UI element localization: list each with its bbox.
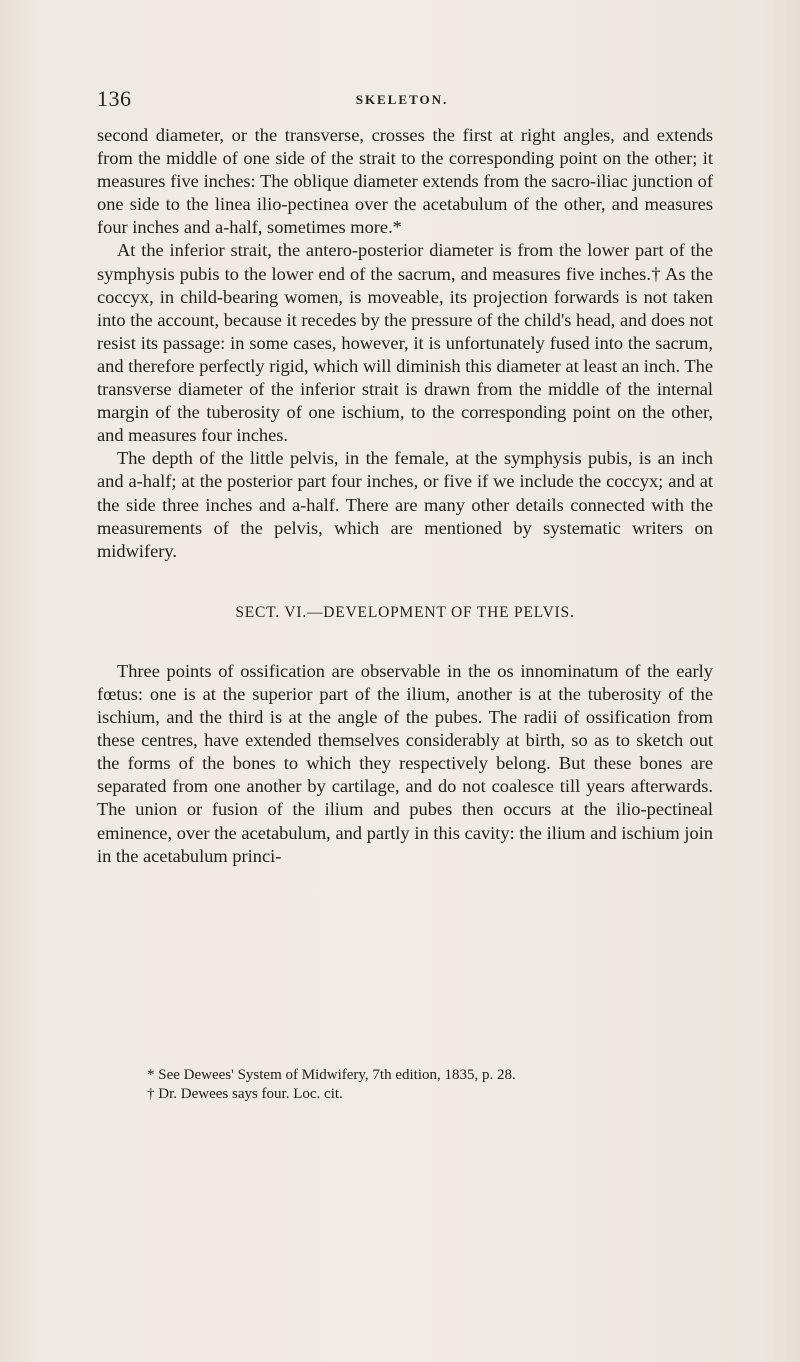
paragraph-pelvis-depth: The depth of the little pelvis, in the female, at the symphysis pubis, is an inch and a-half; at the posterior part four inches, or five if we include the coccyx; and at the side three inches and a-half. There are many other details connected with the measurements of the pelvis, which are mentioned by systematic writers on midwifery. bbox=[97, 448, 713, 561]
paragraph-continued: second diameter, or the transverse, crosses the first at right angles, and extends from the middle of one side of the strait to the corresponding point on the other; it measures five inches: The oblique diameter extends from the sacro-iliac junction of one side to the linea ilio-pectinea over the acetabulum of the other, and measures four inches and a-half, sometimes more.* bbox=[97, 125, 713, 238]
footnote: * See Dewees' System of Midwifery, 7th edition, 1835, p. 28. bbox=[147, 1067, 516, 1083]
footnote: † Dr. Dewees says four. Loc. cit. bbox=[147, 1086, 343, 1102]
running-head: SKELETON. bbox=[355, 92, 449, 107]
page-header bbox=[97, 86, 707, 116]
body-text bbox=[97, 124, 713, 868]
paragraph-inferior-strait: At the inferior strait, the antero-posterior diameter is from the lower part of the symphysis pubis to the lower end of the sacrum, and measures five inches.† As the coccyx, in child-bearing women, is moveable, its projection forwards is not taken into the account, because it recedes by the pressure of the child's head, and does not resist its passage: in some cases, however, it is unfortunately fused into the sacrum, and therefore perfectly rigid, which will diminish this diameter at least an inch. The transverse diameter of the inferior strait is drawn from the middle of the internal margin of the tuberosity of one ischium, to the corresponding point on the other, and measures four inches. bbox=[97, 240, 713, 446]
footnotes bbox=[147, 1066, 707, 1104]
paragraph-ossification: Three points of ossification are observable in the os innominatum of the early fœtus: one is at the superior part of the ilium, another is at the tuberosity of the ischium, and the third is at the angle of the pubes. The radii of ossification from these centres, have extended themselves considerably at birth, so as to sketch out the forms of the bones to which they respectively belong. But these bones are separated from one another by cartilage, and do not coalesce till years afterwards. The union or fusion of the ilium and pubes then occurs at the ilio-pectineal eminence, over the acetabulum, and partly in this cavity: the ilium and ischium join in the acetabulum princi- bbox=[97, 660, 713, 866]
page-number: 136 bbox=[97, 86, 132, 111]
section-heading: SECT. VI.—DEVELOPMENT OF THE PELVIS. bbox=[235, 603, 575, 621]
